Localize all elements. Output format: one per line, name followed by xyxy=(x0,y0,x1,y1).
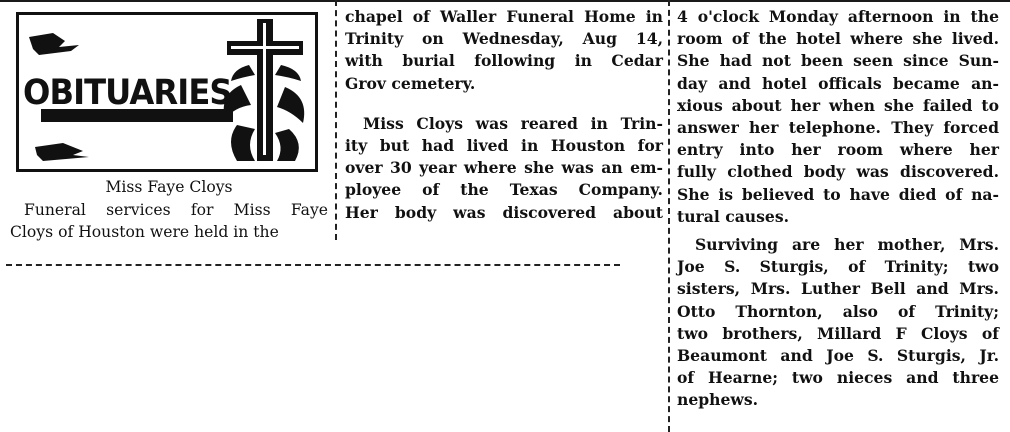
body-line: sisters, Mrs. Luther Bell and Mrs. xyxy=(677,279,999,299)
column-divider xyxy=(668,0,670,432)
column-divider xyxy=(335,0,337,240)
body-line: of Hearne; two nieces and three xyxy=(677,368,999,388)
headline: Miss Faye Cloys xyxy=(105,178,233,196)
body-line: ployee of the Texas Company. xyxy=(345,180,663,200)
body-line: with burial following in Cedar xyxy=(345,51,663,71)
body-line: Surviving are her mother, Mrs. xyxy=(695,235,999,255)
body-line: Miss Cloys was reared in Trin- xyxy=(363,113,663,133)
body-line: She had not been seen since Sun- xyxy=(677,51,999,71)
body-line: Funeral services for Miss Faye xyxy=(24,200,328,219)
body-line: She is believed to have died of na- xyxy=(677,184,999,204)
logo-wordmark: OBITUARIES xyxy=(23,73,232,113)
body-line: two brothers, Millard F Cloys of xyxy=(677,323,999,343)
body-line: entry into her room where her xyxy=(677,140,999,160)
body-line: Trinity on Wednesday, Aug 14, xyxy=(345,29,663,49)
obituaries-logo xyxy=(16,12,318,172)
obituary-column-3 xyxy=(677,6,999,412)
body-line: Grov cemetery. xyxy=(345,73,476,93)
end-rule xyxy=(6,264,620,266)
body-line: Beaumont and Joe S. Sturgis, Jr. xyxy=(677,346,999,366)
body-line: Joe S. Sturgis, of Trinity; two xyxy=(677,257,999,277)
body-line: ity but had lived in Houston for xyxy=(345,136,663,156)
body-line: answer her telephone. They forced xyxy=(677,118,999,138)
body-line: xious about her when she failed to xyxy=(677,95,999,115)
body-line: chapel of Waller Funeral Home in xyxy=(345,7,663,26)
body-line: Otto Thornton, also of Trinity; xyxy=(677,301,999,321)
body-line: Cloys of Houston were held in the xyxy=(10,223,279,241)
top-rule xyxy=(0,0,1010,2)
obituary-column-1 xyxy=(10,176,328,244)
body-line: tural causes. xyxy=(677,206,790,226)
body-line: room of the hotel where she lived. xyxy=(677,29,999,49)
obituary-column-2 xyxy=(345,6,663,224)
body-line: over 30 year where she was an em- xyxy=(345,158,663,178)
body-line: Her body was discovered about xyxy=(345,202,663,222)
body-line: fully clothed body was discovered. xyxy=(677,162,999,182)
body-line: 4 o'clock Monday afternoon in the xyxy=(677,7,999,26)
body-line: nephews. xyxy=(677,390,759,410)
body-line: day and hotel officals became an- xyxy=(677,73,999,93)
